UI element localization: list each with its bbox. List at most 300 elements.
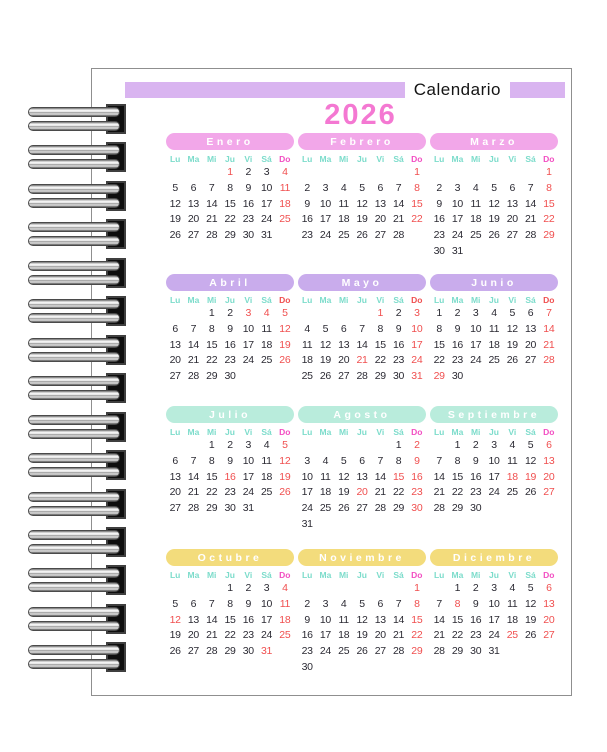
date-cell: 13 (543, 454, 555, 467)
date-cell: 30 (451, 370, 463, 383)
date-cell: 7 (359, 322, 365, 335)
month-name: Julio (208, 408, 251, 421)
date-cell: 20 (543, 613, 555, 626)
week-row (430, 581, 558, 597)
date-cell: 8 (227, 597, 233, 610)
date-cell: 8 (208, 322, 215, 335)
week-row (430, 322, 558, 338)
date-cell: 6 (172, 454, 178, 467)
month-block-junio (430, 274, 558, 406)
dow-label-sá: Sá (525, 570, 536, 580)
week-row (298, 197, 426, 213)
coil-loop (28, 107, 120, 117)
date-cell: 17 (451, 213, 463, 226)
week-row (166, 165, 294, 181)
dow-label-vi: Vi (376, 154, 385, 164)
date-cell: 4 (304, 322, 310, 335)
dow-label-mi: Mi (470, 570, 481, 580)
date-cell: 24 (301, 502, 313, 515)
empty-cell (353, 306, 371, 322)
date-cell: 29 (374, 370, 386, 383)
date-cell: 7 (546, 307, 552, 319)
date-cell: 15 (543, 197, 555, 210)
date-cell: 9 (472, 597, 479, 610)
empty-cell (298, 581, 316, 597)
date-cell: 4 (263, 439, 270, 451)
month-block-febrero (298, 133, 426, 274)
empty-cell (503, 244, 521, 260)
date-cell: 2 (454, 307, 461, 319)
dow-label-vi: Vi (376, 295, 385, 305)
empty-cell (540, 644, 558, 660)
date-cell: 30 (242, 229, 254, 242)
empty-cell (371, 517, 389, 533)
empty-cell (298, 165, 316, 181)
dow-label-ju: Ju (489, 570, 499, 580)
dow-label-mi: Mi (206, 570, 217, 580)
date-cell: 17 (319, 213, 331, 226)
date-cell: 7 (395, 597, 402, 610)
coil-loop (28, 607, 120, 617)
date-cell: 4 (322, 454, 329, 467)
date-cell: 10 (488, 597, 500, 610)
date-cell: 12 (319, 338, 331, 351)
date-cell: 16 (301, 629, 313, 642)
dow-label-ma: Ma (319, 295, 332, 305)
week-row (298, 181, 426, 197)
day-of-week-row (298, 154, 426, 165)
date-cell: 2 (472, 439, 479, 451)
week-row (298, 660, 426, 676)
date-cell: 1 (414, 582, 420, 594)
date-cell: 20 (169, 486, 181, 499)
coil-loop (28, 506, 120, 516)
date-cell: 19 (506, 338, 518, 351)
month-header-bar (166, 406, 294, 423)
date-cell: 17 (319, 629, 331, 642)
week-row (166, 454, 294, 470)
date-cell: 21 (356, 354, 368, 367)
dow-label-ju: Ju (225, 427, 235, 437)
empty-cell (389, 165, 407, 181)
empty-cell (166, 306, 184, 322)
empty-cell (521, 165, 539, 181)
dow-label-mi: Mi (338, 154, 349, 164)
date-cell: 31 (242, 502, 254, 515)
dow-label-do: Do (543, 427, 555, 437)
date-cell: 28 (187, 370, 199, 383)
date-cell: 9 (414, 454, 420, 467)
week-row (298, 454, 426, 470)
dow-label-sá: Sá (261, 154, 272, 164)
date-cell: 23 (301, 645, 313, 658)
dow-label-mi: Mi (338, 295, 349, 305)
empty-cell (316, 660, 334, 676)
dow-label-ma: Ma (451, 427, 464, 437)
date-cell: 14 (433, 613, 445, 626)
date-cell: 18 (338, 629, 350, 642)
date-cell: 20 (187, 213, 199, 226)
date-cell: 10 (261, 597, 273, 610)
dow-label-mi: Mi (470, 295, 481, 305)
empty-cell (335, 306, 353, 322)
date-cell: 10 (411, 322, 423, 335)
date-cell: 22 (393, 486, 405, 499)
week-row (430, 644, 558, 660)
empty-cell (316, 306, 334, 322)
empty-cell (166, 581, 184, 597)
date-cell: 6 (546, 582, 552, 594)
dow-label-mi: Mi (206, 154, 217, 164)
week-row (430, 353, 558, 369)
month-header-bar (430, 274, 558, 291)
date-cell: 9 (454, 322, 461, 335)
dow-label-lu: Lu (169, 427, 181, 437)
empty-cell (276, 369, 294, 385)
week-row (166, 228, 294, 244)
date-cell: 23 (301, 229, 313, 242)
date-cell: 5 (282, 439, 288, 451)
quarter-row (166, 133, 555, 274)
week-row (166, 644, 294, 660)
coil-group (0, 492, 140, 520)
date-cell: 24 (319, 645, 331, 658)
date-cell: 25 (506, 486, 518, 499)
date-cell: 26 (169, 229, 181, 242)
date-cell: 4 (509, 439, 516, 451)
dow-label-mi: Mi (470, 154, 481, 164)
coil-group (0, 107, 140, 135)
date-cell: 11 (261, 454, 272, 467)
date-cell: 11 (488, 322, 500, 335)
date-cell: 26 (488, 229, 500, 242)
date-cell: 11 (507, 454, 518, 467)
month-name: Junio (471, 276, 517, 289)
dow-label-sá: Sá (393, 295, 404, 305)
dow-label-vi: Vi (376, 570, 385, 580)
coil-loop (28, 467, 120, 477)
dow-label-do: Do (279, 295, 291, 305)
date-cell: 22 (206, 354, 218, 367)
empty-cell (430, 438, 448, 454)
date-cell: 2 (304, 597, 310, 610)
date-cell: 24 (261, 213, 273, 226)
week-row (430, 181, 558, 197)
date-cell: 29 (451, 645, 463, 658)
date-cell: 27 (525, 354, 537, 367)
empty-cell (503, 501, 521, 517)
dow-label-ju: Ju (225, 154, 235, 164)
date-cell: 15 (451, 613, 463, 626)
date-cell: 31 (261, 645, 273, 658)
date-cell: 17 (470, 338, 482, 351)
day-of-week-row (166, 570, 294, 581)
empty-cell (184, 438, 202, 454)
date-cell: 8 (208, 454, 215, 467)
date-cell: 8 (395, 454, 402, 467)
date-cell: 15 (451, 470, 463, 483)
date-cell: 21 (433, 629, 445, 642)
dow-label-lu: Lu (169, 154, 181, 164)
date-cell: 12 (279, 322, 291, 335)
week-row (298, 517, 426, 533)
week-row (166, 581, 294, 597)
empty-cell (540, 369, 558, 385)
empty-cell (540, 244, 558, 260)
month-header-bar (166, 549, 294, 566)
date-cell: 19 (169, 213, 181, 226)
date-cell: 24 (488, 486, 500, 499)
date-cell: 8 (436, 322, 442, 335)
date-cell: 29 (224, 645, 236, 658)
date-cell: 23 (393, 354, 405, 367)
date-cell: 12 (356, 613, 368, 626)
date-cell: 17 (301, 486, 313, 499)
dow-label-ma: Ma (187, 427, 200, 437)
date-cell: 19 (356, 629, 368, 642)
date-cell: 11 (338, 197, 349, 210)
date-cell: 18 (261, 470, 273, 483)
date-cell: 11 (320, 470, 331, 483)
empty-cell (335, 517, 353, 533)
date-cell: 7 (395, 181, 402, 194)
dow-label-mi: Mi (470, 427, 481, 437)
date-cell: 29 (206, 370, 218, 383)
date-cell: 29 (411, 645, 423, 658)
date-cell: 1 (395, 439, 402, 451)
week-row (430, 228, 558, 244)
date-cell: 20 (525, 338, 537, 351)
date-cell: 19 (525, 613, 537, 626)
coil-loop (28, 429, 120, 439)
date-cell: 17 (261, 613, 273, 626)
date-cell: 26 (356, 229, 368, 242)
date-cell: 9 (245, 181, 252, 194)
week-row (298, 369, 426, 385)
empty-cell (503, 644, 521, 660)
coil-group (0, 184, 140, 212)
date-cell: 16 (470, 470, 482, 483)
date-cell: 22 (224, 213, 236, 226)
quarter-row (166, 549, 555, 676)
date-cell: 28 (356, 370, 368, 383)
week-row (298, 581, 426, 597)
day-of-week-row (166, 154, 294, 165)
date-cell: 18 (470, 213, 482, 226)
coil-loop (28, 184, 120, 194)
date-cell: 27 (356, 502, 368, 515)
month-name: Diciembre (452, 551, 536, 564)
week-row (166, 501, 294, 517)
empty-cell (316, 165, 334, 181)
week-row (430, 485, 558, 501)
date-cell: 23 (470, 486, 482, 499)
date-cell: 22 (451, 486, 463, 499)
dow-label-lu: Lu (301, 570, 313, 580)
date-cell: 1 (414, 166, 420, 178)
dow-label-do: Do (411, 295, 423, 305)
date-cell: 11 (507, 597, 518, 610)
date-cell: 21 (374, 486, 386, 499)
date-cell: 15 (411, 613, 423, 626)
week-row (430, 244, 558, 260)
month-block-octubre (166, 549, 294, 676)
date-cell: 6 (340, 322, 347, 335)
coil-loop (28, 582, 120, 592)
date-cell: 28 (433, 645, 445, 658)
dow-label-vi: Vi (244, 427, 253, 437)
week-row (298, 306, 426, 322)
date-cell: 5 (527, 439, 534, 451)
empty-cell (430, 165, 448, 181)
date-cell: 13 (356, 470, 368, 483)
empty-cell (503, 165, 521, 181)
dow-label-vi: Vi (244, 570, 253, 580)
date-cell: 3 (491, 582, 497, 594)
spiral-binding (0, 0, 140, 752)
empty-cell (371, 165, 389, 181)
date-cell: 27 (169, 370, 181, 383)
month-header-bar (430, 133, 558, 150)
empty-cell (353, 517, 371, 533)
empty-cell (485, 244, 503, 260)
dow-label-ju: Ju (225, 570, 235, 580)
empty-cell (408, 517, 426, 533)
date-cell: 10 (319, 197, 331, 210)
date-cell: 13 (169, 338, 181, 351)
date-cell: 22 (374, 354, 386, 367)
week-row (166, 197, 294, 213)
date-cell: 25 (338, 645, 350, 658)
date-cell: 3 (454, 181, 461, 194)
date-cell: 22 (411, 629, 423, 642)
week-row (166, 597, 294, 613)
dow-label-vi: Vi (508, 427, 517, 437)
date-cell: 16 (242, 197, 254, 210)
date-cell: 6 (377, 181, 384, 194)
date-cell: 5 (322, 322, 329, 335)
date-cell: 19 (169, 629, 181, 642)
dow-label-do: Do (543, 154, 555, 164)
empty-cell (371, 581, 389, 597)
month-name: Febrero (330, 135, 394, 148)
date-cell: 25 (261, 486, 273, 499)
coil-loop (28, 621, 120, 631)
date-cell: 3 (245, 307, 252, 319)
date-cell: 10 (301, 470, 313, 483)
dow-label-lu: Lu (301, 427, 313, 437)
date-cell: 26 (356, 645, 368, 658)
dow-label-ju: Ju (489, 154, 499, 164)
date-cell: 10 (242, 322, 254, 335)
dow-label-ma: Ma (451, 154, 464, 164)
date-cell: 20 (169, 354, 181, 367)
date-cell: 16 (393, 338, 405, 351)
date-cell: 13 (374, 197, 386, 210)
date-cell: 28 (374, 502, 386, 515)
date-cell: 25 (279, 629, 291, 642)
coil-group (0, 261, 140, 289)
date-cell: 3 (322, 597, 329, 610)
date-cell: 11 (279, 597, 290, 610)
dow-label-ma: Ma (451, 295, 464, 305)
empty-cell (521, 369, 539, 385)
date-cell: 20 (374, 629, 386, 642)
month-header-bar (298, 549, 426, 566)
date-cell: 16 (451, 338, 463, 351)
month-block-enero (166, 133, 294, 274)
date-cell: 5 (359, 181, 365, 194)
date-cell: 27 (506, 229, 518, 242)
date-cell: 1 (546, 166, 552, 178)
dow-label-sá: Sá (525, 427, 536, 437)
date-cell: 8 (227, 181, 233, 194)
day-of-week-row (166, 427, 294, 438)
date-cell: 14 (206, 613, 218, 626)
week-row (298, 165, 426, 181)
date-cell: 26 (279, 354, 291, 367)
dow-label-ma: Ma (319, 154, 332, 164)
date-cell: 2 (304, 181, 310, 194)
dow-label-sá: Sá (261, 570, 272, 580)
date-cell: 6 (172, 322, 178, 335)
dow-label-ju: Ju (489, 295, 499, 305)
coil-loop (28, 568, 120, 578)
empty-cell (467, 165, 485, 181)
date-cell: 14 (393, 613, 405, 626)
empty-cell (257, 501, 275, 517)
month-block-julio (166, 406, 294, 549)
day-of-week-row (430, 427, 558, 438)
date-cell: 10 (242, 454, 254, 467)
date-cell: 24 (451, 229, 463, 242)
dow-label-vi: Vi (376, 427, 385, 437)
date-cell: 20 (356, 486, 368, 499)
date-cell: 14 (356, 338, 368, 351)
week-row (166, 369, 294, 385)
week-row (430, 470, 558, 486)
header-bar-left (125, 82, 405, 98)
empty-cell (503, 369, 521, 385)
month-name: Marzo (470, 135, 518, 148)
day-of-week-row (430, 154, 558, 165)
date-cell: 21 (187, 354, 199, 367)
date-cell: 18 (338, 213, 350, 226)
dow-label-do: Do (411, 427, 423, 437)
date-cell: 30 (433, 244, 445, 257)
date-cell: 22 (411, 213, 423, 226)
date-cell: 27 (543, 486, 555, 499)
dow-label-ju: Ju (357, 154, 367, 164)
week-row (298, 438, 426, 454)
date-cell: 3 (304, 454, 310, 467)
week-row (166, 181, 294, 197)
dow-label-do: Do (279, 570, 291, 580)
date-cell: 4 (340, 181, 347, 194)
date-cell: 14 (543, 322, 555, 335)
quarter-row (166, 274, 555, 406)
date-cell: 24 (242, 354, 254, 367)
date-cell: 11 (261, 322, 272, 335)
date-cell: 20 (543, 470, 555, 483)
empty-cell (184, 306, 202, 322)
date-cell: 27 (169, 502, 181, 515)
dow-label-sá: Sá (393, 570, 404, 580)
empty-cell (485, 165, 503, 181)
date-cell: 17 (488, 613, 500, 626)
week-row (298, 338, 426, 354)
date-cell: 27 (187, 229, 199, 242)
